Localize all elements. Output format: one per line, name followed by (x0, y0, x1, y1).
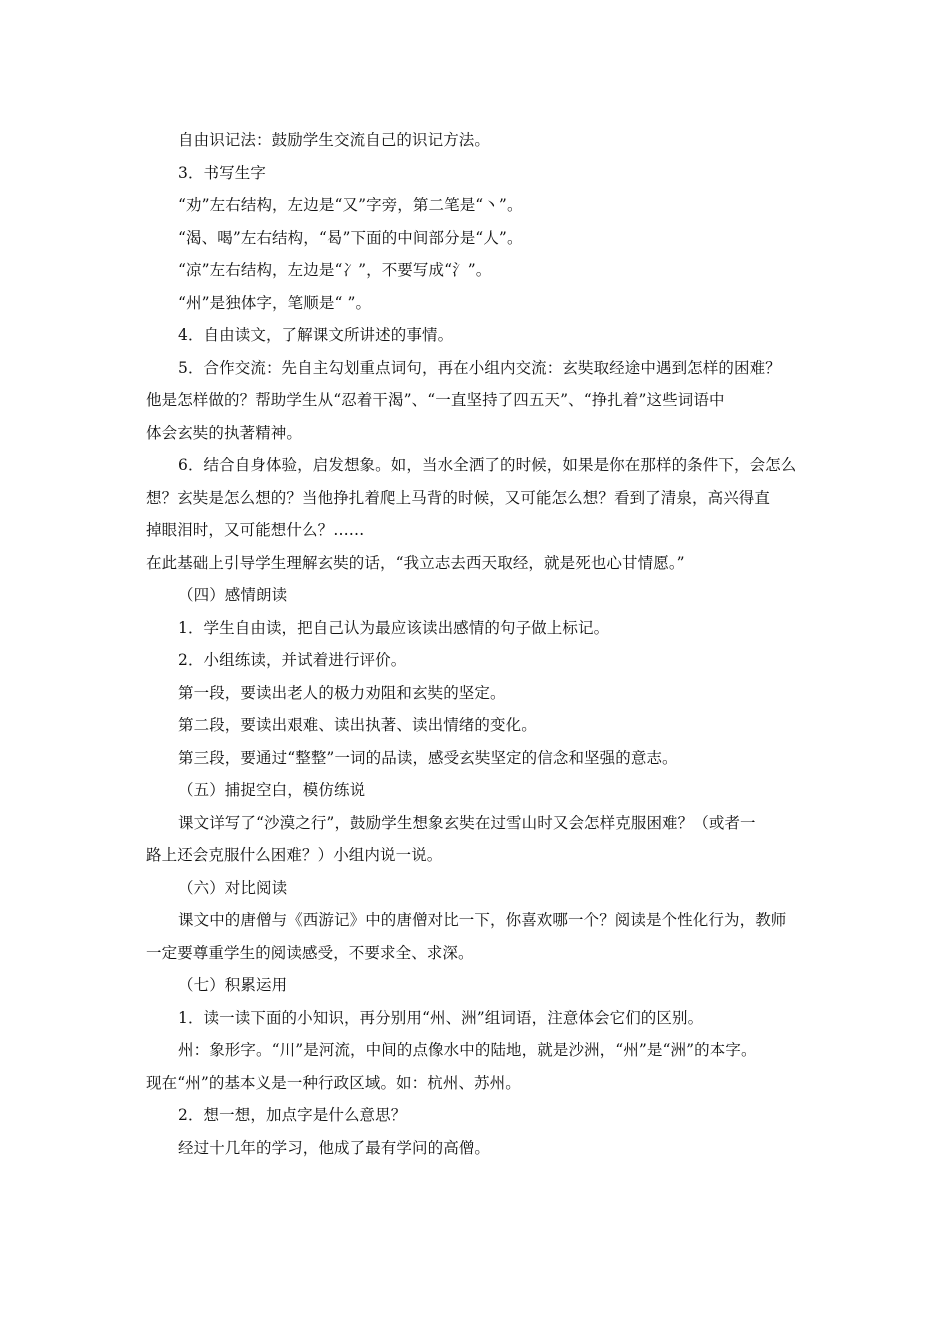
text-line: 第一段，要读出老人的极力劝阻和玄奘的坚定。 (178, 683, 506, 702)
text-line: 自由识记法：鼓励学生交流自己的识记方法。 (178, 131, 491, 149)
text-line: 第二段，要读出艰难、读出执著、读出情绪的变化。 (178, 716, 537, 734)
text-line: 掉眼泪时，又可能想什么？…… (146, 521, 365, 539)
text-line: 现在“州”的基本义是一种行政区域。如：杭州、苏州。 (146, 1073, 521, 1092)
text-line: 经过十几年的学习，他成了最有学问的高僧。 (178, 1138, 491, 1157)
text-line: 州：象形字。“川”是河流，中间的点像水中的陆地，就是沙洲，“州”是“洲”的本字。 (178, 1041, 757, 1059)
text-line: 1．学生自由读，把自己认为最应该读出感情的句子做上标记。 (178, 618, 610, 637)
text-line: “凉”左右结构，左边是“冫”，不要写成“氵”。 (178, 261, 492, 279)
text-line: 课文详写了“沙漠之行”，鼓励学生想象玄奘在过雪山时又会怎样克服困难？（或者一 (178, 813, 756, 832)
text-line: 在此基础上引导学生理解玄奘的话，“我立志去西天取经，就是死也心甘情愿。” (146, 553, 685, 572)
section-heading: （六）对比阅读 (178, 878, 288, 897)
text-line: 想？玄奘是怎么想的？当他挣扎着爬上马背的时候，又可能怎么想？看到了清泉，高兴得直 (146, 488, 771, 507)
text-line: 一定要尊重学生的阅读感受，不要求全、求深。 (146, 943, 474, 962)
text-line: 5．合作交流：先自主勾划重点词句，再在小组内交流：玄奘取经途中遇到怎样的困难？ (178, 358, 781, 377)
text-line: “州”是独体字，笔顺是“ ”。 (178, 293, 372, 312)
text-line: 4．自由读文，了解课文所讲述的事情。 (178, 326, 454, 344)
text-line: 1．读一读下面的小知识，再分别用“州、洲”组词语，注意体会它们的区别。 (178, 1008, 704, 1027)
text-line: 3．书写生字 (178, 163, 266, 182)
text-line: 他是怎样做的？帮助学生从“忍着干渴”、“一直坚持了四五天”、“挣扎着”这些词语中 (146, 391, 725, 409)
section-heading: （四）感情朗读 (178, 586, 288, 604)
text-line: 体会玄奘的执著精神。 (146, 423, 303, 442)
text-line: 第三段，要通过“整整”一词的品读，感受玄奘坚定的信念和坚强的意志。 (178, 748, 678, 767)
document-page (146, 124, 808, 1164)
text-line: 2．想一想，加点字是什么意思？ (178, 1106, 407, 1124)
text-line: 2．小组练读，并试着进行评价。 (178, 651, 407, 669)
text-line: 6．结合自身体验，启发想象。如，当水全洒了的时候，如果是你在那样的条件下，会怎么 (178, 456, 797, 474)
section-heading: （五）捕捉空白，模仿练说 (178, 781, 366, 799)
text-line: “渴、喝”左右结构，“曷”下面的中间部分是“人”。 (178, 228, 523, 247)
text-line: “劝”左右结构，左边是“又”字旁，第二笔是“丶”。 (178, 196, 523, 214)
text-line: 路上还会克服什么困难？）小组内说一说。 (146, 846, 443, 864)
text-line: 课文中的唐僧与《西游记》中的唐僧对比一下，你喜欢哪一个？阅读是个性化行为，教师 (178, 911, 787, 929)
section-heading: （七）积累运用 (178, 976, 288, 994)
